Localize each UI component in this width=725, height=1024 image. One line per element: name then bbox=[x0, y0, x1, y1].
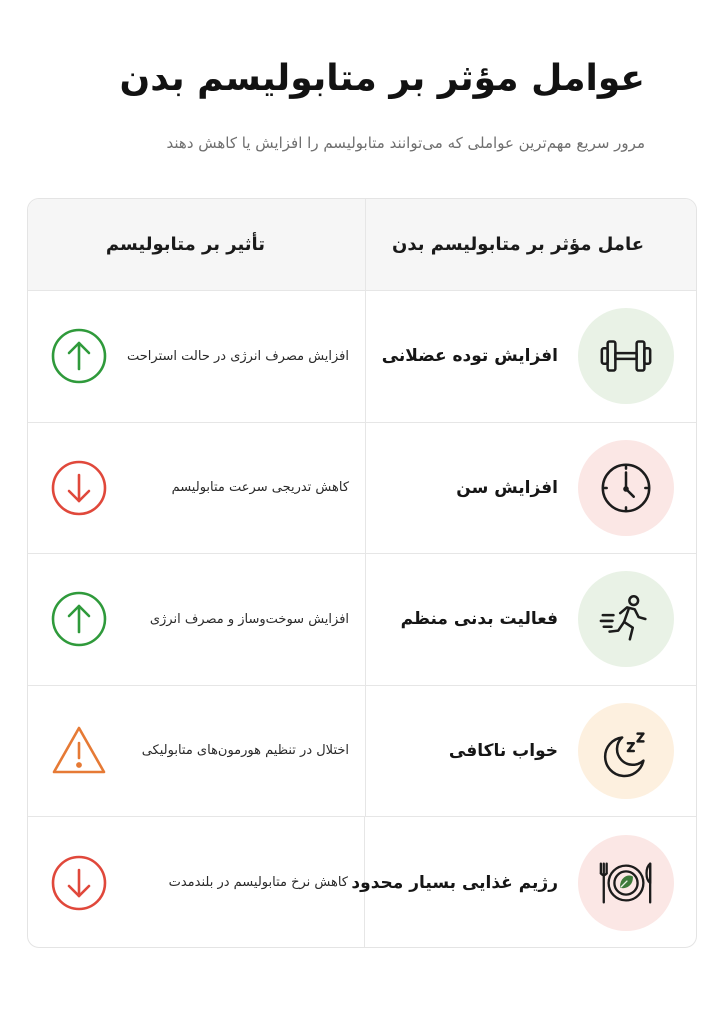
running-person-icon bbox=[597, 590, 655, 648]
factor-cell bbox=[365, 686, 696, 817]
effect-text: افزایش سوخت‌وساز و مصرف انرژی bbox=[149, 611, 350, 627]
factor-cell bbox=[365, 554, 696, 685]
page-subtitle: مرور سریع مهم‌ترین عواملی که می‌توانند متابولیسم را افزایش یا کاهش دهند bbox=[166, 134, 645, 152]
effect-cell bbox=[28, 686, 365, 817]
arrow-up-icon bbox=[50, 590, 108, 648]
table-row bbox=[28, 554, 696, 686]
factor-cell bbox=[351, 817, 696, 948]
moon-sleep-icon bbox=[597, 722, 655, 780]
arrow-down-icon bbox=[50, 854, 108, 912]
plate-cutlery-icon bbox=[595, 854, 657, 912]
table-row bbox=[28, 686, 696, 818]
factor-icon-circle bbox=[578, 571, 674, 667]
arrow-down-icon bbox=[50, 459, 108, 517]
effect-text: کاهش تدریجی سرعت متابولیسم bbox=[171, 480, 350, 496]
factor-label: خواب ناکافی bbox=[448, 740, 558, 761]
effect-cell bbox=[28, 291, 365, 422]
factor-icon-circle bbox=[578, 835, 674, 931]
warning-icon bbox=[50, 722, 108, 780]
metabolism-table bbox=[27, 198, 697, 948]
clock-icon bbox=[597, 459, 655, 517]
factor-label: فعالیت بدنی منظم bbox=[400, 609, 558, 630]
effect-cell bbox=[28, 423, 365, 554]
table-row bbox=[28, 423, 696, 555]
effect-cell bbox=[28, 817, 364, 948]
table-row bbox=[28, 291, 696, 423]
header-factor: عامل مؤثر بر متابولیسم بدن bbox=[365, 199, 696, 290]
page-title: عوامل مؤثر بر متابولیسم بدن bbox=[119, 58, 645, 99]
effect-text: اختلال در تنظیم هورمون‌های متابولیکی bbox=[141, 743, 350, 759]
arrow-up-icon bbox=[50, 327, 108, 385]
factor-label: رژیم غذایی بسیار محدود bbox=[351, 872, 558, 893]
table-header bbox=[28, 199, 696, 291]
factor-icon-circle bbox=[578, 440, 674, 536]
header-effect: تأثیر بر متابولیسم bbox=[105, 234, 266, 255]
factor-cell bbox=[365, 423, 696, 554]
factor-icon-circle bbox=[578, 308, 674, 404]
factor-label: افزایش توده عضلانی bbox=[381, 346, 558, 367]
effect-text: کاهش نرخ متابولیسم در بلندمدت bbox=[168, 875, 348, 891]
table-row bbox=[28, 817, 696, 948]
effect-cell bbox=[28, 554, 365, 685]
factor-cell bbox=[365, 291, 696, 422]
effect-text: افزایش مصرف انرژی در حالت استراحت bbox=[127, 348, 350, 364]
factor-icon-circle bbox=[578, 703, 674, 799]
dumbbell-icon bbox=[597, 327, 655, 385]
factor-label: افزایش سن bbox=[456, 477, 558, 498]
